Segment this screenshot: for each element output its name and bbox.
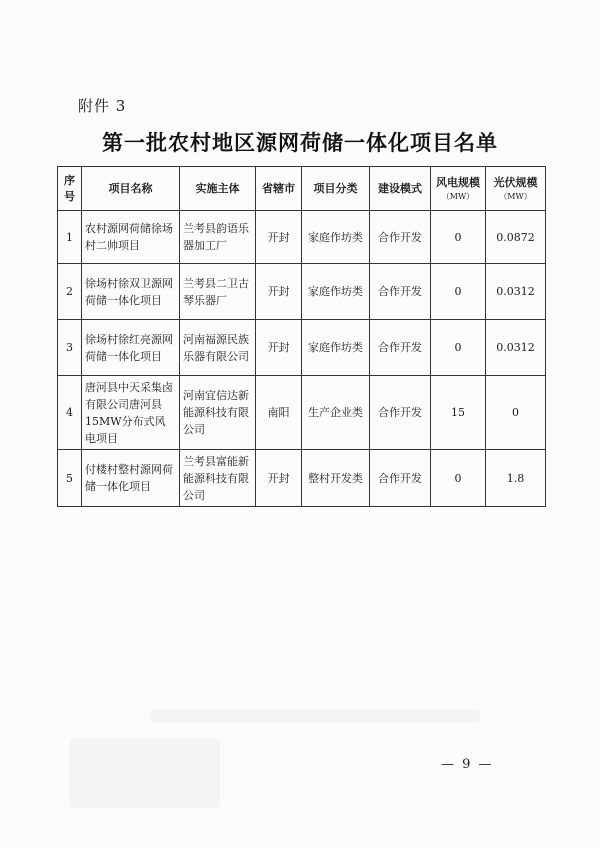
scan-artifact (70, 738, 220, 808)
header-entity: 实施主体 (180, 167, 256, 211)
table-row (58, 376, 546, 450)
project-table (57, 166, 546, 507)
cell-seq: 1 (58, 211, 82, 264)
scan-artifact (150, 710, 480, 722)
cell-entity: 兰考县富能新能源科技有限公司 (180, 450, 256, 507)
page-number: — 9 — (441, 757, 494, 772)
table-header-row (58, 167, 546, 211)
cell-mode: 合作开发 (370, 450, 431, 507)
cell-category: 家庭作坊类 (302, 320, 370, 376)
cell-name: 农村源网荷储徐场村二帅项目 (82, 211, 180, 264)
cell-wind: 0 (431, 450, 486, 507)
cell-solar: 0.0312 (486, 264, 546, 320)
cell-solar: 0.0872 (486, 211, 546, 264)
cell-category: 家庭作坊类 (302, 211, 370, 264)
cell-city: 开封 (256, 264, 302, 320)
cell-solar: 1.8 (486, 450, 546, 507)
cell-category: 整村开发类 (302, 450, 370, 507)
cell-mode: 合作开发 (370, 320, 431, 376)
cell-seq: 3 (58, 320, 82, 376)
cell-entity: 兰考县韵语乐器加工厂 (180, 211, 256, 264)
header-wind-unit: （MW） (441, 192, 475, 201)
cell-entity: 河南宜信达新能源科技有限公司 (180, 376, 256, 450)
cell-wind: 15 (431, 376, 486, 450)
cell-entity: 河南福源民族乐器有限公司 (180, 320, 256, 376)
cell-category: 生产企业类 (302, 376, 370, 450)
header-category: 项目分类 (302, 167, 370, 211)
table-row (58, 211, 546, 264)
cell-mode: 合作开发 (370, 211, 431, 264)
cell-entity: 兰考县二卫古琴乐器厂 (180, 264, 256, 320)
cell-city: 南阳 (256, 376, 302, 450)
attachment-label: 附件 3 (78, 97, 127, 115)
table-row (58, 320, 546, 376)
cell-name: 徐场村徐双卫源网荷储一体化项目 (82, 264, 180, 320)
cell-wind: 0 (431, 320, 486, 376)
header-name: 项目名称 (82, 167, 180, 211)
cell-city: 开封 (256, 450, 302, 507)
header-seq: 序号 (58, 167, 82, 211)
header-solar-label: 光伏规模 (493, 176, 538, 189)
cell-name: 唐河县中天采集卤有限公司唐河县15MW分布式风电项目 (82, 376, 180, 450)
cell-city: 开封 (256, 320, 302, 376)
cell-seq: 4 (58, 376, 82, 450)
cell-wind: 0 (431, 211, 486, 264)
header-city: 省辖市 (256, 167, 302, 211)
header-wind-label: 风电规模 (436, 176, 480, 189)
table-row (58, 264, 546, 320)
table-row (58, 450, 546, 507)
header-wind (431, 167, 486, 211)
cell-seq: 2 (58, 264, 82, 320)
cell-city: 开封 (256, 211, 302, 264)
cell-wind: 0 (431, 264, 486, 320)
cell-seq: 5 (58, 450, 82, 507)
cell-mode: 合作开发 (370, 376, 431, 450)
document-title: 第一批农村地区源网荷储一体化项目名单 (102, 130, 498, 155)
cell-solar: 0 (486, 376, 546, 450)
cell-mode: 合作开发 (370, 264, 431, 320)
cell-category: 家庭作坊类 (302, 264, 370, 320)
cell-solar: 0.0312 (486, 320, 546, 376)
header-mode: 建设模式 (370, 167, 431, 211)
header-solar (486, 167, 546, 211)
header-solar-unit: （MW） (499, 192, 532, 201)
cell-name: 徐场村徐红亮源网荷储一体化项目 (82, 320, 180, 376)
cell-name: 付楼村整村源网荷储一体化项目 (82, 450, 180, 507)
